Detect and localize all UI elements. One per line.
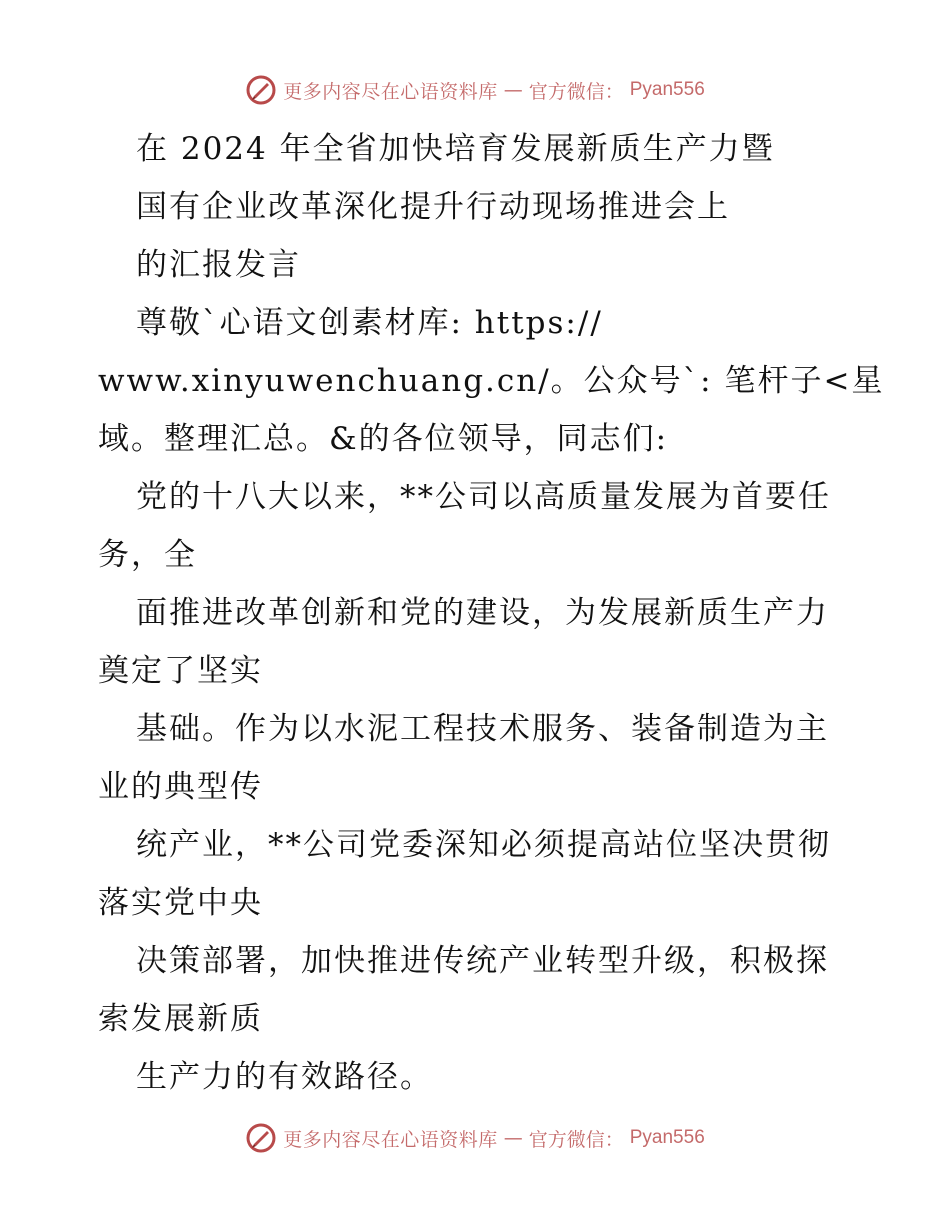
header-slogan: 更多内容尽在心语资料库 — [283, 80, 498, 103]
footer-wechat-label: 官方微信： — [528, 1128, 624, 1151]
footer-banner — [0, 1118, 950, 1158]
text-line: 奠定了坚实 — [98, 653, 263, 689]
footer-slogan: 更多内容尽在心语资料库 — [283, 1128, 498, 1151]
text-line: 落实党中央 — [98, 885, 263, 921]
title-line-2: 国有企业改革深化提升行动现场推进会上 — [136, 189, 730, 225]
text-line: 业的典型传 — [98, 769, 263, 805]
footer-dash: — — [503, 1127, 523, 1149]
text-line: 索发展新质 — [98, 1001, 263, 1037]
document-body — [98, 120, 885, 1106]
text-line: 面推进改革创新和党的建设，为发展新质生产力 — [136, 595, 829, 631]
text-line: 生产力的有效路径。 — [136, 1059, 433, 1095]
title-line-3: 的汇报发言 — [136, 247, 301, 283]
header-banner — [0, 70, 950, 110]
text-line: 尊敬`心语文创素材库: https:// — [136, 305, 603, 341]
header-dash: — — [503, 79, 523, 101]
brand-logo-icon — [245, 74, 277, 106]
text-line: 党的十八大以来，**公司以高质量发展为首要任 — [136, 479, 831, 515]
title-line-1: 在 2024 年全省加快培育发展新质生产力暨 — [136, 131, 775, 167]
footer-wechat-id: Pyan556 — [629, 1127, 705, 1148]
text-line: 决策部署，加快推进传统产业转型升级，积极探 — [136, 943, 829, 979]
text-line: 域。整理汇总。&的各位领导，同志们: — [98, 421, 669, 457]
brand-logo-icon — [245, 1122, 277, 1154]
text-line: www.xinyuwenchuang.cn/。公众号`: 笔杆子<星 — [98, 363, 885, 399]
header-wechat-id: Pyan556 — [629, 79, 705, 100]
text-line: 基础。作为以水泥工程技术服务、装备制造为主 — [136, 711, 829, 747]
text-line: 务，全 — [98, 537, 197, 573]
text-line: 统产业，**公司党委深知必须提高站位坚决贯彻 — [136, 827, 831, 863]
header-wechat-label: 官方微信： — [528, 80, 624, 103]
